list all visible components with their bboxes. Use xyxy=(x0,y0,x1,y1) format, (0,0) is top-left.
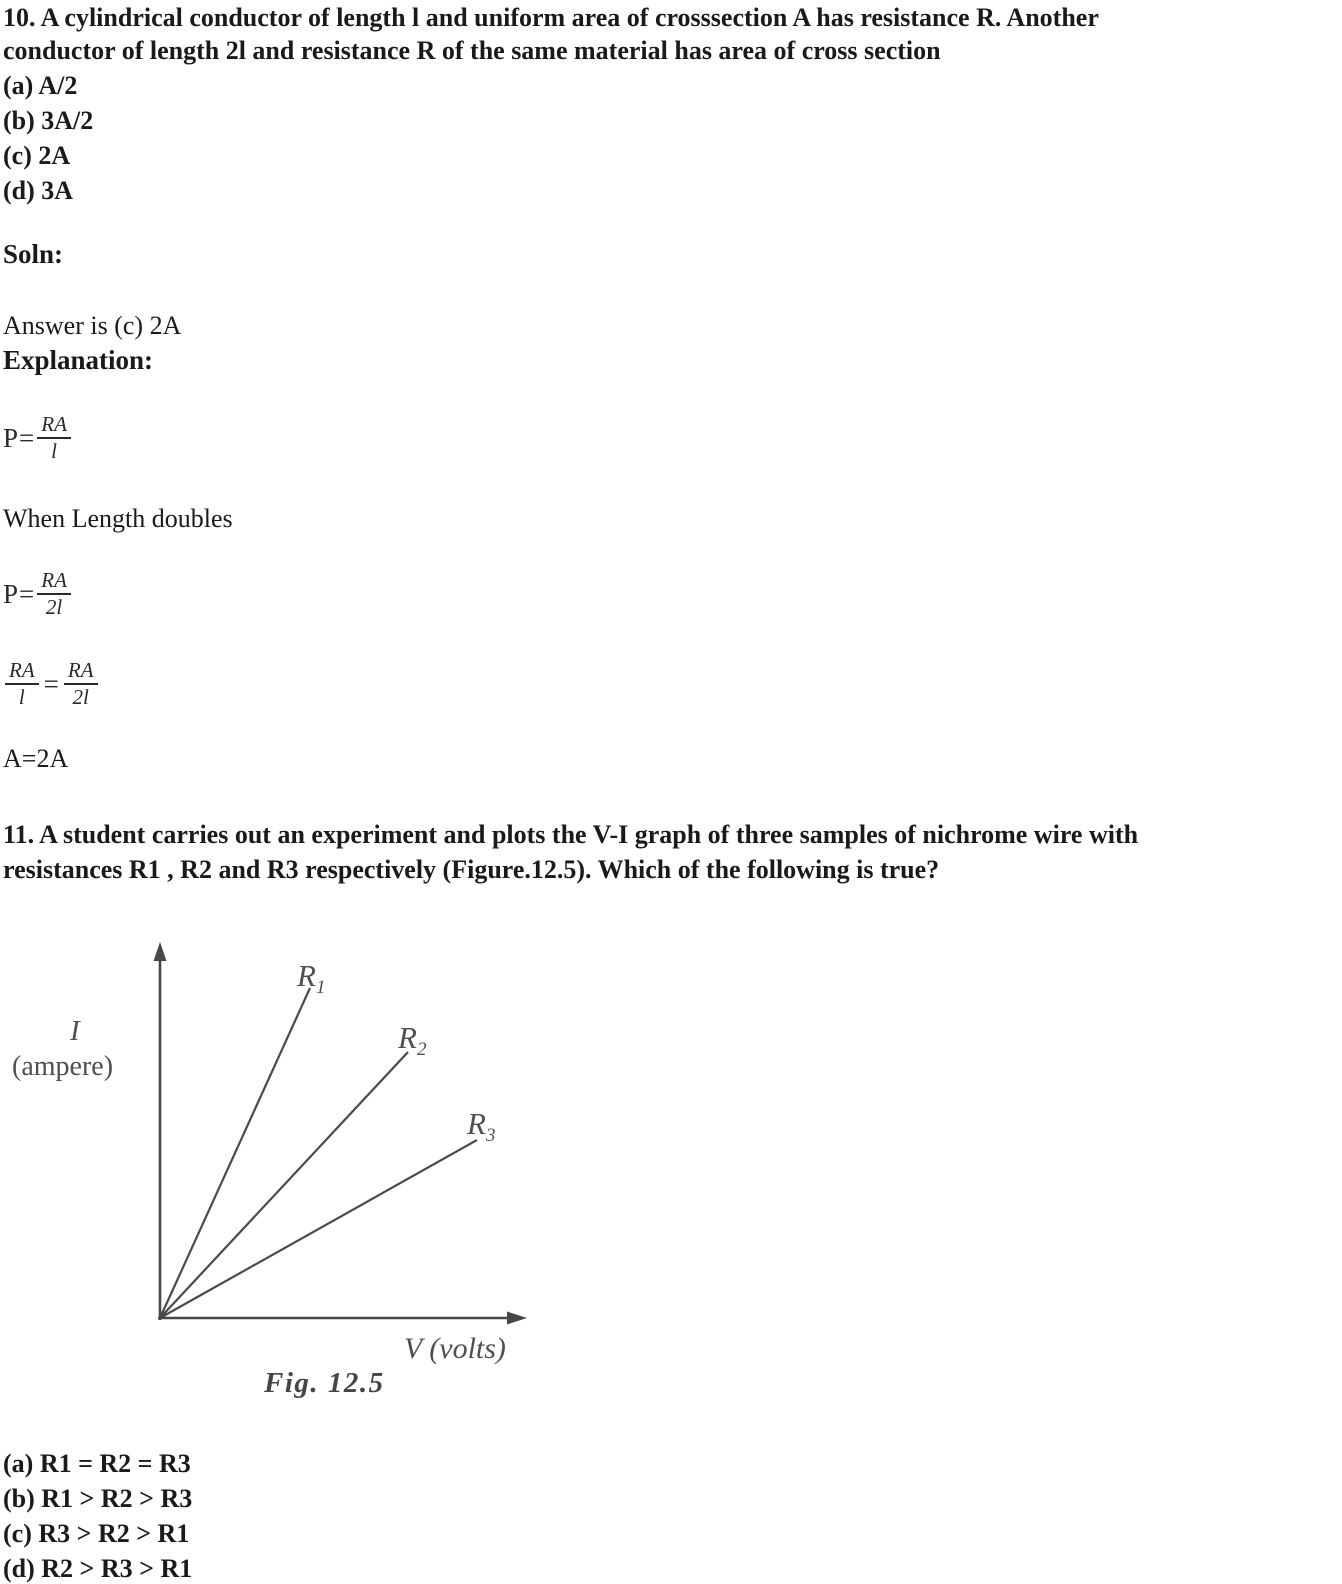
figure-caption: Fig. 12.5 xyxy=(264,1367,385,1399)
series-label-R1: $R_1$ xyxy=(297,958,326,998)
q10-option-a: (a) A/2 xyxy=(3,71,78,100)
formula3-num-left: RA xyxy=(5,658,39,685)
formula1-fraction xyxy=(37,412,71,464)
y-axis-label-symbol: I xyxy=(70,1015,80,1047)
when-length-doubles-line: When Length doubles xyxy=(3,504,233,533)
q11-option-d: (d) R2 > R3 > R1 xyxy=(3,1554,193,1583)
formula-resistivity xyxy=(3,412,73,464)
question-11-line2: resistances R1 , R2 and R3 respectively (Figure.12.5). Which of the following is true? xyxy=(3,855,940,884)
formula-doubled-length xyxy=(3,568,73,620)
y-axis-label-unit: (ampere) xyxy=(12,1051,114,1082)
q11-option-a: (a) R1 = R2 = R3 xyxy=(3,1449,191,1478)
formula2-fraction xyxy=(37,568,71,620)
question-11-line1: 11. A student carries out an experiment and plots the V-I graph of three samples of nichrome wire with xyxy=(3,820,1139,849)
x-axis-label: V (volts) xyxy=(404,1332,506,1365)
formula3-fraction-left xyxy=(5,658,39,710)
q10-option-d: (d) 3A xyxy=(3,176,74,205)
result-line: A=2A xyxy=(3,744,69,773)
question-10-text xyxy=(3,1,1339,67)
q11-option-b: (b) R1 > R2 > R3 xyxy=(3,1484,193,1513)
formula1-denominator: l xyxy=(51,439,57,463)
series-label-R3: $R_3$ xyxy=(467,1106,496,1146)
series-line-R3 xyxy=(160,1140,477,1318)
question-10-line1: 10. A cylindrical conductor of length l and uniform area of crosssection A has resistance R. Another xyxy=(3,3,1099,32)
soln-label: Soln: xyxy=(3,239,64,269)
explanation-label: Explanation: xyxy=(3,345,154,375)
formula3-equals: = xyxy=(43,668,59,699)
y-axis-arrow-icon xyxy=(154,942,167,961)
vi-graph xyxy=(0,930,560,1405)
answer-line: Answer is (c) 2A xyxy=(3,311,182,340)
q10-option-c: (c) 2A xyxy=(3,141,71,170)
formula2-numerator: RA xyxy=(37,568,71,595)
series-line-R1 xyxy=(160,988,310,1318)
formula3-den-right: 2l xyxy=(72,685,89,709)
question-11-text xyxy=(3,817,1339,887)
formula1-numerator: RA xyxy=(37,412,71,439)
figure-12-5 xyxy=(0,930,560,1405)
question-10-line2: conductor of length 2l and resistance R of the same material has area of cross section xyxy=(3,36,941,65)
formula2-denominator: 2l xyxy=(45,595,63,619)
x-axis-arrow-icon xyxy=(507,1312,527,1325)
formula-equality xyxy=(3,658,100,710)
formula3-den-left: l xyxy=(18,685,25,709)
q11-option-c: (c) R3 > R2 > R1 xyxy=(3,1519,190,1548)
q10-option-b: (b) 3A/2 xyxy=(3,106,94,135)
formula1-lhs: P= xyxy=(3,422,36,453)
formula3-fraction-right xyxy=(64,658,98,710)
formula2-lhs: P= xyxy=(3,578,36,609)
formula3-num-right: RA xyxy=(64,658,98,685)
series-label-R2: $R_2$ xyxy=(398,1020,427,1060)
series-line-R2 xyxy=(160,1052,408,1318)
